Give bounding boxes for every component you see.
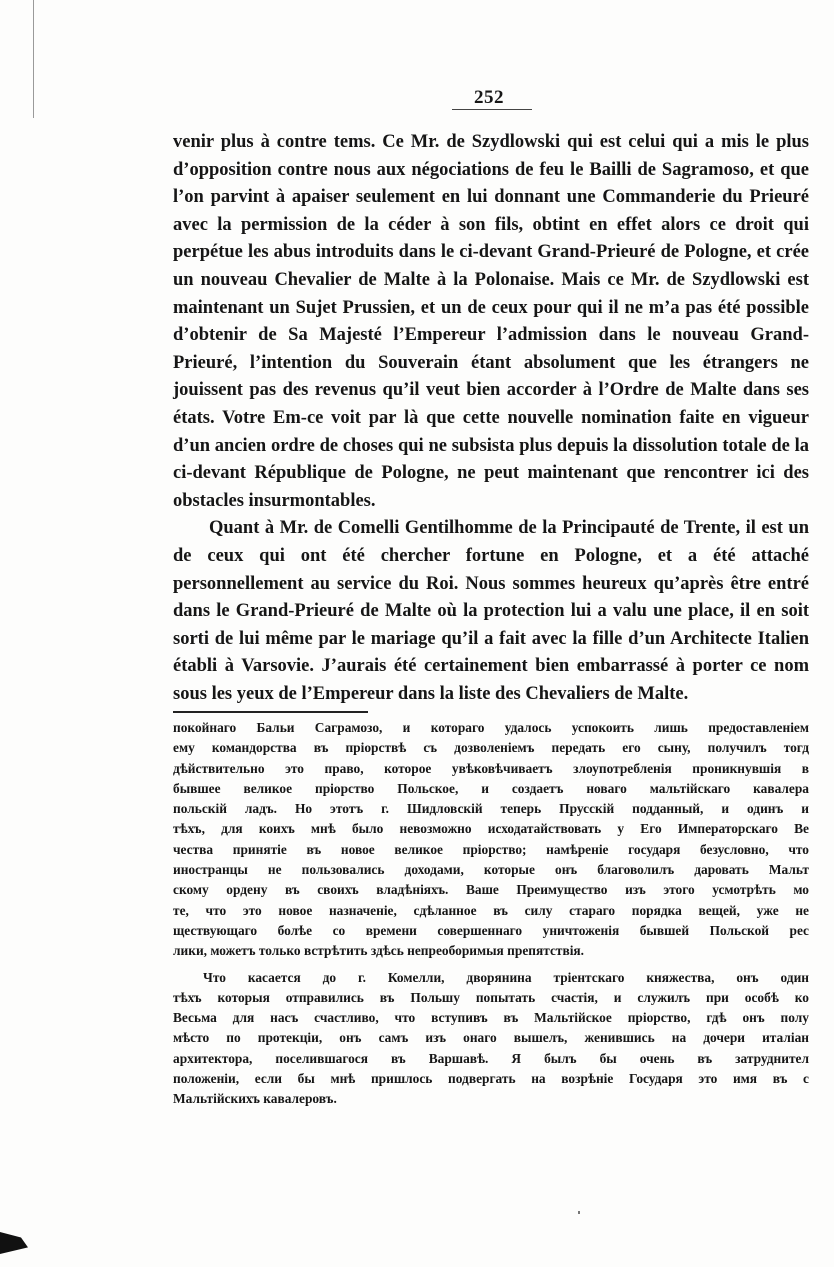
russian-line: иностранцы не пользовались доходами, которые онъ благоволилъ даровать Мальт bbox=[173, 862, 809, 878]
french-paragraph-2: Quant à Mr. de Comelli Gentilhomme de la Principauté de Trente, il est un de ceux qui ont été chercher fortune en Pologne, et a été attaché personnellement au service du Roi. Nous sommes heureux qu’après être entré dans le Grand-Prieuré de Malte où la protection lui a valu une place, il en soit sorti de lui même par le mariage qu’il a fait avec la fille d’un Architecte Italien établi à Varsovie. J’aurais été certainement bien embarrassé à porter ce nom sous les yeux de l’Empereur dans la liste des Chevaliers de Malte. bbox=[173, 518, 809, 704]
russian-line: тѣхъ которыя отправились въ Польшу попытать счастія, и служилъ при особѣ ко bbox=[173, 989, 809, 1005]
russian-line: бывшее великое пріорство Польское, и создаетъ новаго мальтійскаго кавалера bbox=[173, 780, 809, 796]
french-text-block bbox=[173, 129, 809, 708]
scan-speck bbox=[578, 1211, 580, 1214]
page-number-underline bbox=[452, 109, 532, 110]
russian-line: покойнаго Бальи Саграмозо, и котораго удалось успокоить лишь предоставленіем bbox=[173, 720, 809, 735]
russian-line: лики, можетъ только встрѣтить здѣсь непреоборимыя препятствія. bbox=[173, 943, 585, 959]
russian-translation-block bbox=[173, 718, 809, 1110]
russian-line: Весьма для насъ счастливо, что вступивъ въ Мальтійское пріорство, гдѣ онъ полу bbox=[173, 1010, 809, 1026]
russian-line: чества принятіе въ новое великое пріорство; намѣреніе государя безусловно, что bbox=[173, 841, 809, 857]
page-number: 252 bbox=[474, 87, 504, 108]
footnote-separator bbox=[173, 711, 368, 713]
russian-line: мѣсто по протекціи, онъ самъ изъ онаго вышелъ, женившись на дочери италіан bbox=[173, 1030, 809, 1046]
russian-line: архитектора, поселившагося въ Варшавѣ. Я былъ бы очень въ затруднител bbox=[173, 1050, 809, 1066]
scan-edge-line bbox=[33, 0, 34, 118]
russian-line: польскій ладъ. Но этотъ г. Шидловскій теперь Прусскій подданный, и одинъ и bbox=[173, 801, 809, 817]
russian-line: скому ордену въ своихъ владѣніяхъ. Ваше Преимущество изъ этого усмотрѣть мо bbox=[173, 882, 809, 898]
russian-line: Что касается до г. Комелли, дворянина тріентскаго княжества, онъ один bbox=[203, 969, 809, 985]
russian-line: тѣхъ, для коихъ мнѣ было невозможно исходатайствовать у Его Императорскаго Ве bbox=[173, 821, 809, 837]
russian-line: ему командорства въ пріорствѣ съ дозволеніемъ передать его сыну, получилъ тогд bbox=[173, 740, 809, 756]
russian-line: Мальтійскихъ кавалеровъ. bbox=[173, 1091, 337, 1107]
russian-line: положеніи, если бы мнѣ пришлось подвергать на возрѣніе Государя это имя въ с bbox=[173, 1071, 809, 1087]
russian-line: ществующаго болѣе со времени совершеннаго уничтоженія бывшей Польской рес bbox=[173, 922, 809, 938]
russian-line: те, что это новое назначеніе, сдѣланное въ силу стараго порядка вещей, уже не bbox=[173, 902, 809, 918]
russian-line: дѣйствительно это право, которое увѣковѣчиваетъ злоупотребленія проникнувшія в bbox=[173, 760, 809, 776]
scan-corner-mark bbox=[0, 1232, 28, 1254]
french-paragraph-1: venir plus à contre tems. Ce Mr. de Szydlowski qui est celui qui a mis le plus d’opposition contre nous aux négociations de feu le Bailli de Sagramoso, et que l’on parvint à apaiser seulement en lui donnant une Commanderie du Prieuré avec la permission de la céder à son fils, obtint en effet alors ce droit qui perpétue les abus introduits dans le ci-devant Grand-Prieuré de Pologne, et crée un nouveau Chevalier de Malte à la Polonaise. Mais ce Mr. de Szydlowski est maintenant un Sujet Prussien, et un de ceux pour qui il ne m’a pas été possible d’obtenir de Sa Majesté l’Empereur l’admission dans le nouveau Grand-Prieuré, l’intention du Souverain étant absolument que les étrangers ne jouissent pas des revenus qu’il veut bien accorder à l’Ordre de Malte dans ses états. Votre Em-ce voit par là que cette nouvelle nomination faite en vigueur d’un ancien ordre de choses qui ne subsista plus depuis la dissolution totale de la ci-devant République de Pologne, ne peut maintenant que rencontrer ici des obstacles insurmontables. bbox=[173, 132, 809, 511]
